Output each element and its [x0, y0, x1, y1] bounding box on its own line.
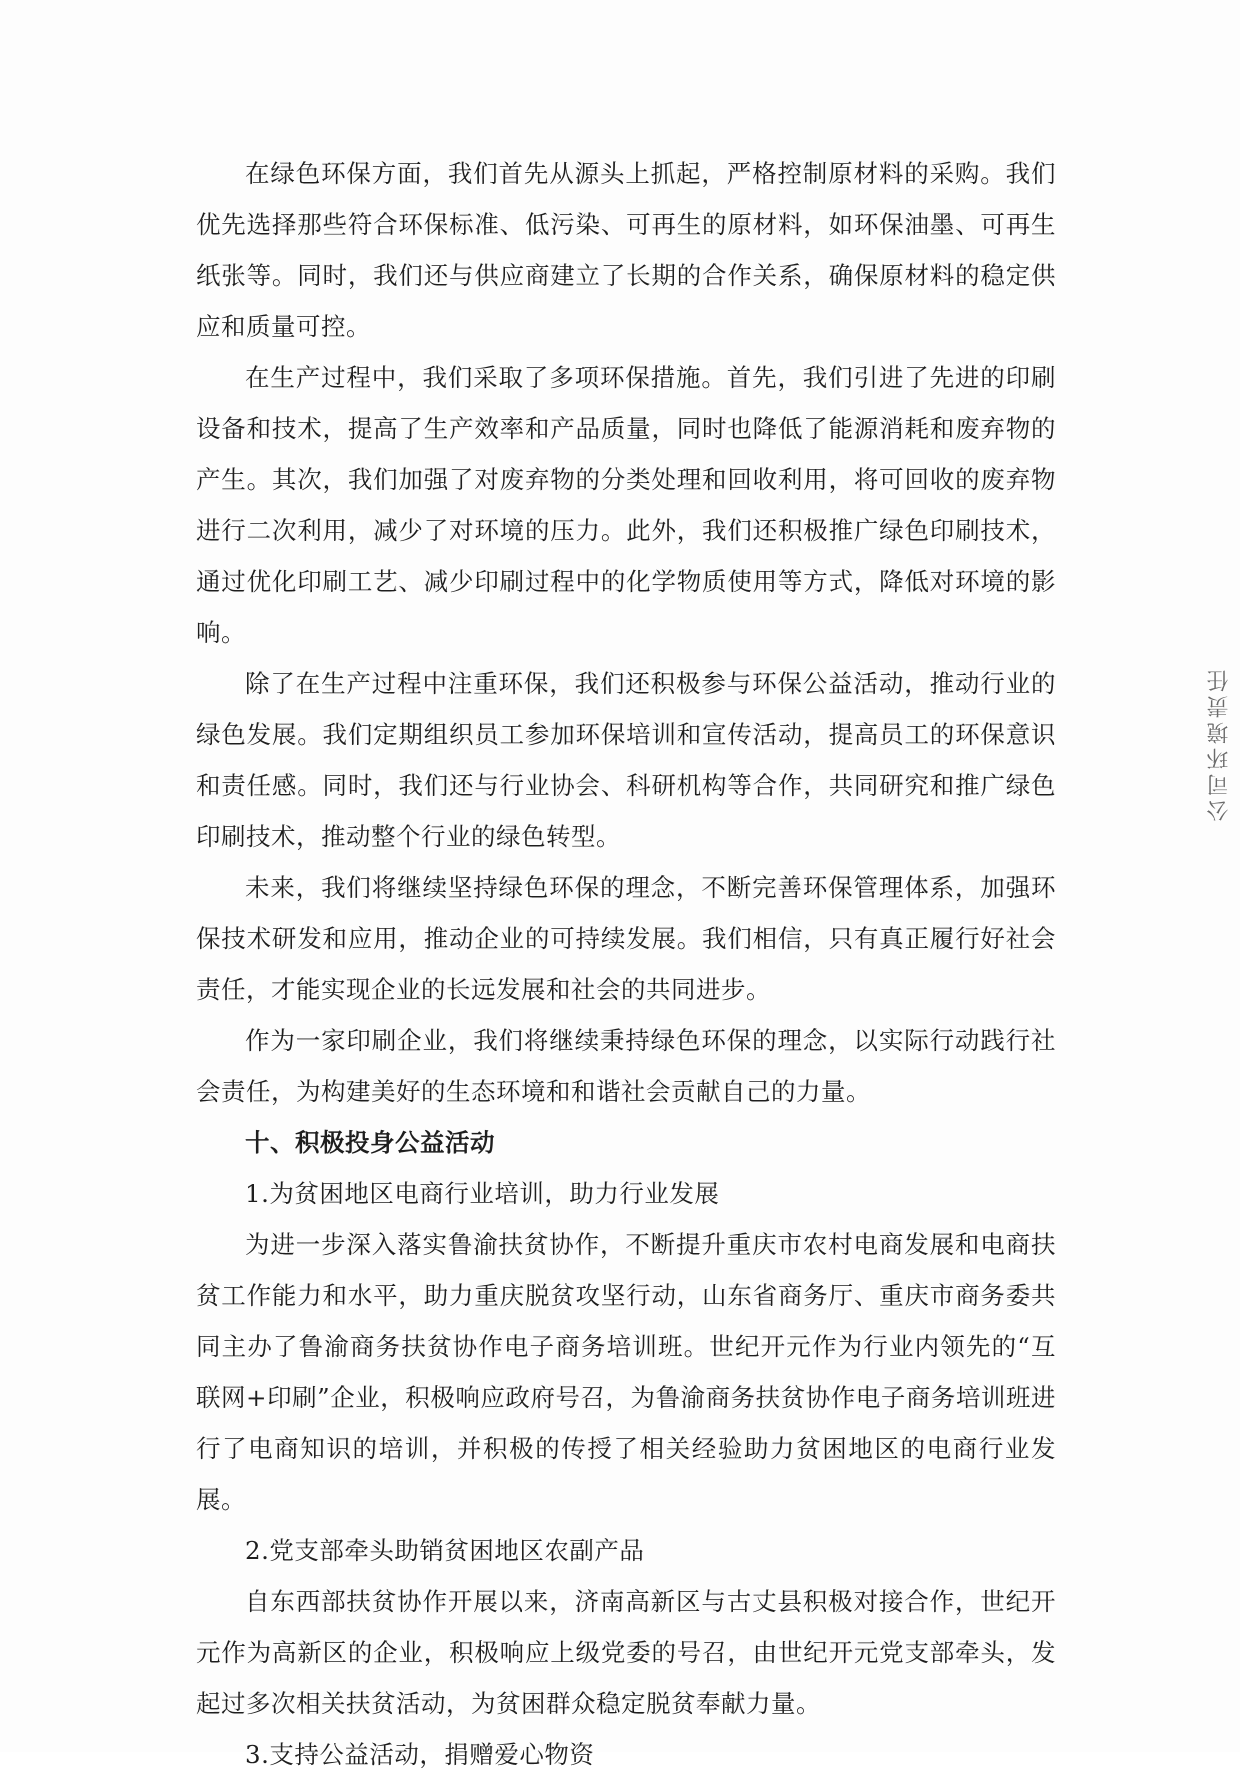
item-2-body: 自东西部扶贫协作开展以来，济南高新区与古丈县积极对接合作，世纪开元作为高新区的企业，积极响应上级党委的号召，由世纪开元党支部牵头，发起过多次相关扶贫活动，为贫困群众稳定脱贫奉献力量。	[196, 1587, 1056, 1718]
paragraph-public-welfare: 除了在生产过程中注重环保，我们还积极参与环保公益活动，推动行业的绿色发展。我们定期组织员工参加环保培训和宣传活动，提高员工的环保意识和责任感。同时，我们还与行业协会、科研机构等合作，共同研究和推广绿色印刷技术，推动整个行业的绿色转型。	[196, 669, 1056, 851]
section-heading: 十、积极投身公益活动	[245, 1128, 495, 1157]
item-1-body: 为进一步深入落实鲁渝扶贫协作，不断提升重庆市农村电商发展和电商扶贫工作能力和水平，助力重庆脱贫攻坚行动，山东省商务厅、重庆市商务委共同主办了鲁渝商务扶贫协作电子商务培训班。世纪开元作为行业内领先的“互联网+印刷”企业，积极响应政府号召，为鲁渝商务扶贫协作电子商务培训班进行了电商知识的培训，并积极的传授了相关经验助力贫困地区的电商行业发展。	[196, 1230, 1056, 1514]
paragraph-commitment: 作为一家印刷企业，我们将继续秉持绿色环保的理念，以实际行动践行社会责任，为构建美好的生态环境和和谐社会贡献自己的力量。	[196, 1026, 1056, 1106]
item-1-title: 1.为贫困地区电商行业培训，助力行业发展	[245, 1179, 720, 1208]
paragraph-raw-materials: 在绿色环保方面，我们首先从源头上抓起，严格控制原材料的采购。我们优先选择那些符合环保标准、低污染、可再生的原材料，如环保油墨、可再生纸张等。同时，我们还与供应商建立了长期的合作关系，确保原材料的稳定供应和质量可控。	[196, 159, 1056, 341]
seal-fragment-text: 公司环境责任	[1207, 666, 1232, 822]
document-body	[196, 148, 1056, 1780]
paragraph-future: 未来，我们将继续坚持绿色环保的理念，不断完善环保管理体系，加强环保技术研发和应用，推动企业的可持续发展。我们相信，只有真正履行好社会责任，才能实现企业的长远发展和社会的共同进步。	[196, 873, 1056, 1004]
paragraph-production: 在生产过程中，我们采取了多项环保措施。首先，我们引进了先进的印刷设备和技术，提高了生产效率和产品质量，同时也降低了能源消耗和废弃物的产生。其次，我们加强了对废弃物的分类处理和回收利用，将可回收的废弃物进行二次利用，减少了对环境的压力。此外，我们还积极推广绿色印刷技术，通过优化印刷工艺、减少印刷过程中的化学物质使用等方式，降低对环境的影响。	[196, 363, 1056, 647]
item-2-title: 2.党支部牵头助销贫困地区农副产品	[245, 1536, 645, 1565]
item-3-title: 3.支持公益活动，捐赠爱心物资	[245, 1740, 595, 1769]
seal-fragment	[1196, 660, 1236, 890]
